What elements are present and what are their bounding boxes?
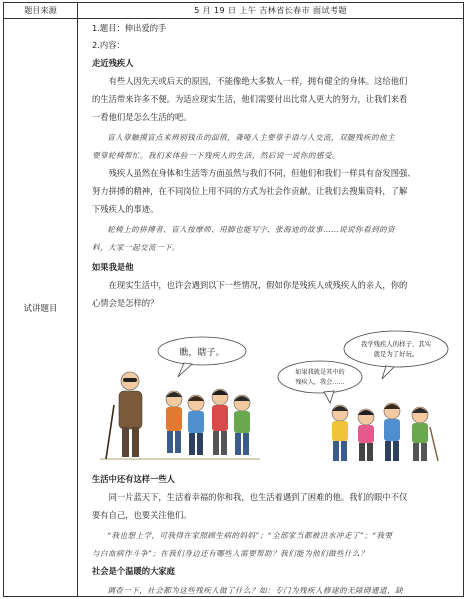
exam-table bbox=[3, 2, 464, 597]
topic-label: 试讲题目 bbox=[23, 304, 58, 314]
source-value: 5 月 19 日 上午 吉林省长春市 面试考题 bbox=[194, 5, 347, 15]
kid-5 bbox=[332, 405, 348, 461]
note3-line1: “我也想上学，可我得在家照顾生病的妈妈”；“全部家当都被洪水冲走了”；“我要 bbox=[107, 531, 393, 540]
bubble-text-3b: 残疾人，我会…… bbox=[295, 379, 345, 386]
source-label: 题目来源 bbox=[4, 3, 78, 18]
kid-6 bbox=[358, 409, 374, 461]
note1-line1: 盲人靠触摸盲点来辨别钱币的面值，聋哑人主要靠手语与人交流，双腿残疾的他主 bbox=[107, 133, 395, 142]
kid-7 bbox=[384, 403, 400, 461]
para3-line2: 心情会是怎样的？ bbox=[92, 298, 159, 308]
left-label-cell bbox=[4, 19, 78, 596]
illustration-imitating bbox=[274, 327, 454, 467]
kid-1 bbox=[166, 391, 182, 453]
heading-life: 生活中还有这样一些人 bbox=[92, 474, 175, 484]
illustration-teasing bbox=[92, 319, 262, 461]
kid-8 bbox=[412, 407, 438, 461]
item-content: 2.内容： bbox=[92, 40, 125, 50]
bubble-text-3a: 如果我就是其中的 bbox=[295, 369, 345, 376]
bubble-text-2b: 就是为了好玩。 bbox=[373, 350, 419, 358]
note1-line2: 要靠轮椅帮忙。我们来体验一下残疾人的生活，然后说一说你的感受。 bbox=[92, 151, 340, 160]
note3-line2: 与白血病作斗争”；在我们身边还有哪些人需要帮助？我们能为他们做些什么？ bbox=[92, 549, 369, 558]
para1-line1: 有些人因先天或后天的原因，不能像绝大多数人一样，拥有健全的身体。这给他们 bbox=[108, 76, 408, 86]
para3-line1: 在现实生活中，也许会遇到以下一些情况，假如你是残疾人或残疾人的亲人，你的 bbox=[108, 280, 408, 290]
bubble-text-1: 瞧，瞎子。 bbox=[179, 348, 225, 358]
heading-if-me: 如果我是他 bbox=[92, 262, 134, 272]
bubble-text-2a: 我学残疾人的样子，其实 bbox=[360, 340, 432, 348]
para4-line1: 同一片蓝天下，生活着幸福的你和我，也生活着遇到了困难的他。我们的眼中不仅 bbox=[108, 492, 408, 502]
content-cell bbox=[78, 19, 463, 596]
para1-line3: 一看他们是怎么生活的吧。 bbox=[92, 112, 192, 122]
note2-line2: 料，大家一起交流一下。 bbox=[92, 243, 180, 252]
kid-4 bbox=[234, 395, 250, 455]
para2-line2: 努力拼搏的精神，在不同岗位上用不同的方式为社会作贡献。让我们去搜集资料，了解 bbox=[92, 186, 408, 196]
item-title: 1.题目：伸出爱的手 bbox=[92, 23, 167, 33]
table-header-row bbox=[4, 3, 463, 19]
kid-3 bbox=[212, 389, 228, 455]
para2-line1: 残疾人虽然在身体和生活等方面虽然与我们不同，但他们和我们一样具有奋发图强、 bbox=[108, 168, 416, 178]
note4-line1: 调查一下，社会都为这些残疾人做了什么？如：专门为残疾人修建的无障碍通道、缺 bbox=[107, 586, 403, 595]
heading-closer: 走近残疾人 bbox=[92, 58, 134, 68]
para2-line3: 下残疾人的事迹。 bbox=[92, 204, 159, 214]
heading-warm: 社会是个温暖的大家庭 bbox=[92, 566, 175, 576]
note2-line1: 轮椅上的拼搏者、盲人按摩师、用脚也能写字、张海迪的故事……说说你看到的资 bbox=[107, 225, 395, 234]
kid-2 bbox=[188, 395, 204, 455]
para4-line2: 要有自己，也要关注他们。 bbox=[92, 510, 192, 520]
para1-line2: 的生活带来许多不便。为适应现实生活，他们需要付出比常人更大的努力，让我们来看 bbox=[92, 94, 408, 104]
